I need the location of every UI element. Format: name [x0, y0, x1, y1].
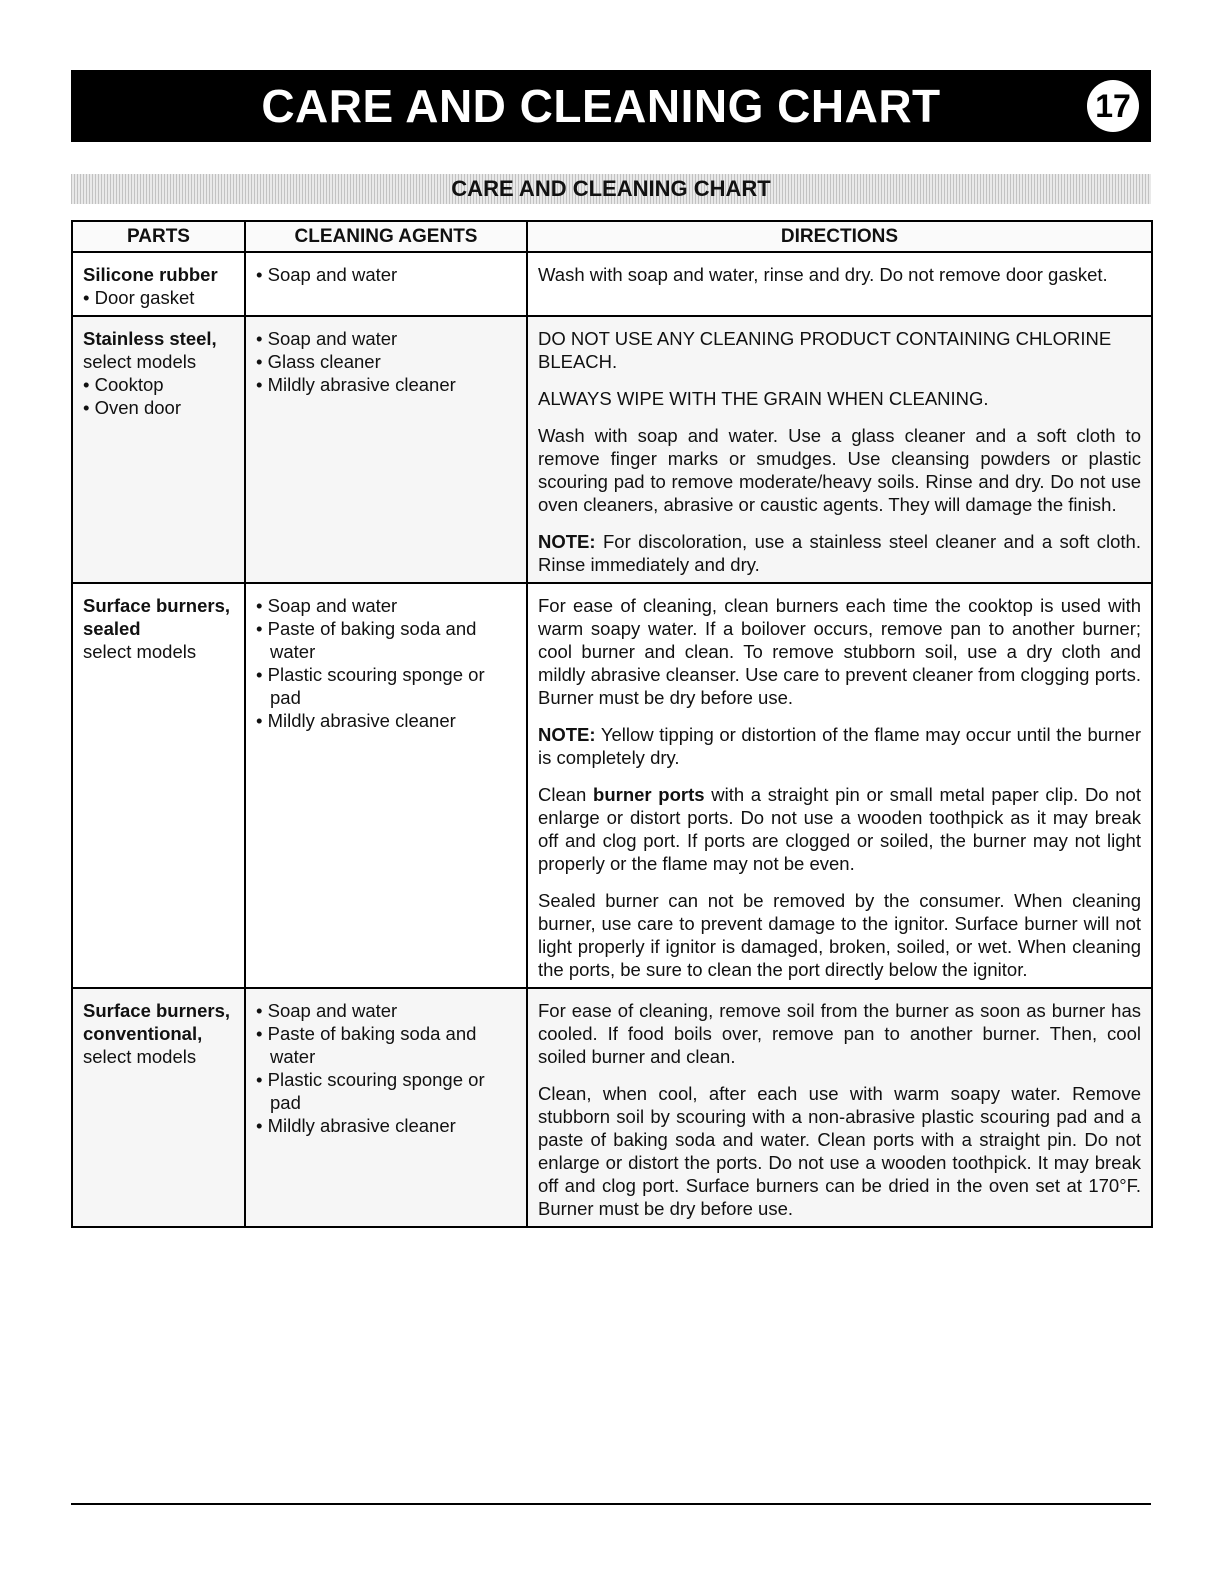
- part-name: Silicone rubber: [83, 264, 218, 285]
- part-name: Stainless steel,: [83, 328, 217, 349]
- note-paragraph: [538, 723, 1141, 769]
- agent-list: [256, 999, 516, 1137]
- direction-paragraph: ALWAYS WIPE WITH THE GRAIN WHEN CLEANING.: [538, 388, 989, 409]
- agents-cell: [245, 316, 527, 583]
- direction-paragraph: Clean, when cool, after each use with warm soapy water. Remove stubborn soil by scouring with a non-abrasive plastic scouring pad and a paste of baking soda and water. Clean ports with a straight pin. Do not enlarge or distort the ports. Do not use a wooden toothpick. It may break off and clog port. Surface burners can be dried in the oven set at 170°F. Burner must be dry before use.: [538, 1083, 1141, 1219]
- directions-cell: [527, 316, 1152, 583]
- ports-text-post: with a straight pin or small metal paper clip. Do not enlarge or distort ports. Do not use a wooden toothpick as it may break off and clog port. If ports are clogged or soiled, the burner may not light properly or the flame may not be even.: [538, 784, 1141, 874]
- agent-item: • Soap and water: [256, 327, 516, 350]
- agent-item: • Soap and water: [256, 999, 516, 1022]
- part-cell: [72, 316, 245, 583]
- note-label: NOTE:: [538, 531, 596, 552]
- agent-list: [256, 327, 516, 396]
- direction-paragraph: DO NOT USE ANY CLEANING PRODUCT CONTAINING CHLORINE BLEACH.: [538, 328, 1112, 372]
- part-cell: [72, 988, 245, 1227]
- part-items: [83, 286, 234, 309]
- section-header: [71, 174, 1151, 204]
- agent-item: • Glass cleaner: [256, 350, 516, 373]
- agent-item: • Soap and water: [256, 263, 516, 286]
- directions-cell: [527, 252, 1152, 316]
- agent-item: • Plastic scouring sponge or pad: [256, 663, 516, 709]
- part-item: • Door gasket: [83, 286, 234, 309]
- column-header-cleaning-agents: CLEANING AGENTS: [245, 221, 527, 252]
- table-header-row: [72, 221, 1152, 252]
- page-header: [71, 70, 1151, 142]
- ports-paragraph: [538, 783, 1141, 875]
- direction-paragraph: For ease of cleaning, clean burners each time the cooktop is used with warm soapy water. If a boilover occurs, remove pan to another burner; cool burner and clean. To remove stubborn soil, use a dry cloth and mildly abrasive cleanser. Use care to prevent cleaner from clogging ports. Burner must be dry before use.: [538, 595, 1141, 708]
- agent-item: • Mildly abrasive cleaner: [256, 709, 516, 732]
- direction-paragraph: Wash with soap and water, rinse and dry. Do not remove door gasket.: [538, 264, 1108, 285]
- agent-list: [256, 594, 516, 732]
- part-cell: [72, 252, 245, 316]
- column-header-directions: DIRECTIONS: [527, 221, 1152, 252]
- column-header-parts: PARTS: [72, 221, 245, 252]
- part-subtitle: select models: [83, 1046, 197, 1067]
- agent-list: [256, 263, 516, 286]
- agents-cell: [245, 988, 527, 1227]
- direction-paragraph: Wash with soap and water. Use a glass cleaner and a soft cloth to remove finger marks or smudges. Use cleansing powders or plastic scouring pad to remove moderate/heavy soils. Rinse and dry. Do not use oven cleaners, abrasive or caustic agents. They will damage the finish.: [538, 425, 1141, 515]
- agents-cell: [245, 583, 527, 988]
- directions-cell: [527, 988, 1152, 1227]
- section-title: CARE AND CLEANING CHART: [451, 176, 771, 201]
- part-items: [83, 373, 234, 419]
- care-cleaning-table: [71, 220, 1153, 1228]
- note-label: NOTE:: [538, 724, 596, 745]
- agent-item: • Paste of baking soda and water: [256, 1022, 516, 1068]
- agent-item: • Paste of baking soda and water: [256, 617, 516, 663]
- part-item: • Oven door: [83, 396, 234, 419]
- direction-paragraph: For ease of cleaning, remove soil from the burner as soon as burner has cooled. If food boils over, remove pan to another burner. Then, cool soiled burner and clean.: [538, 1000, 1141, 1067]
- agents-cell: [245, 252, 527, 316]
- part-name: Surface burners, sealed: [83, 595, 231, 639]
- agent-item: • Mildly abrasive cleaner: [256, 373, 516, 396]
- part-subtitle: select models: [83, 351, 197, 372]
- table-row-surface-burners-conventional: [72, 988, 1152, 1227]
- table-row-surface-burners-sealed: [72, 583, 1152, 988]
- agent-item: • Plastic scouring sponge or pad: [256, 1068, 516, 1114]
- note-text: Yellow tipping or distortion of the flame may occur until the burner is completely dry.: [538, 724, 1141, 768]
- page-number-badge: 17: [1087, 80, 1139, 132]
- agent-item: • Soap and water: [256, 594, 516, 617]
- part-cell: [72, 583, 245, 988]
- note-paragraph: [538, 530, 1141, 576]
- ports-term: burner ports: [593, 784, 705, 805]
- ports-text-pre: Clean: [538, 784, 594, 805]
- directions-cell: [527, 583, 1152, 988]
- agent-item: • Mildly abrasive cleaner: [256, 1114, 516, 1137]
- page-title: CARE AND CLEANING CHART: [261, 80, 941, 132]
- table-row-silicone-rubber: [72, 252, 1152, 316]
- direction-paragraph: Sealed burner can not be removed by the consumer. When cleaning burner, use care to prevent damage to the ignitor. Surface burner will not light properly if ignitor is damaged, broken, soiled, or wet. When cleaning the ports, be sure to clean the port directly below the ignitor.: [538, 890, 1141, 980]
- note-text: For discoloration, use a stainless steel cleaner and a soft cloth. Rinse immediately and dry.: [538, 531, 1141, 575]
- footer-divider: [71, 1503, 1151, 1505]
- part-item: • Cooktop: [83, 373, 234, 396]
- part-name: Surface burners, conventional,: [83, 1000, 231, 1044]
- part-subtitle: select models: [83, 641, 197, 662]
- table-row-stainless-steel: [72, 316, 1152, 583]
